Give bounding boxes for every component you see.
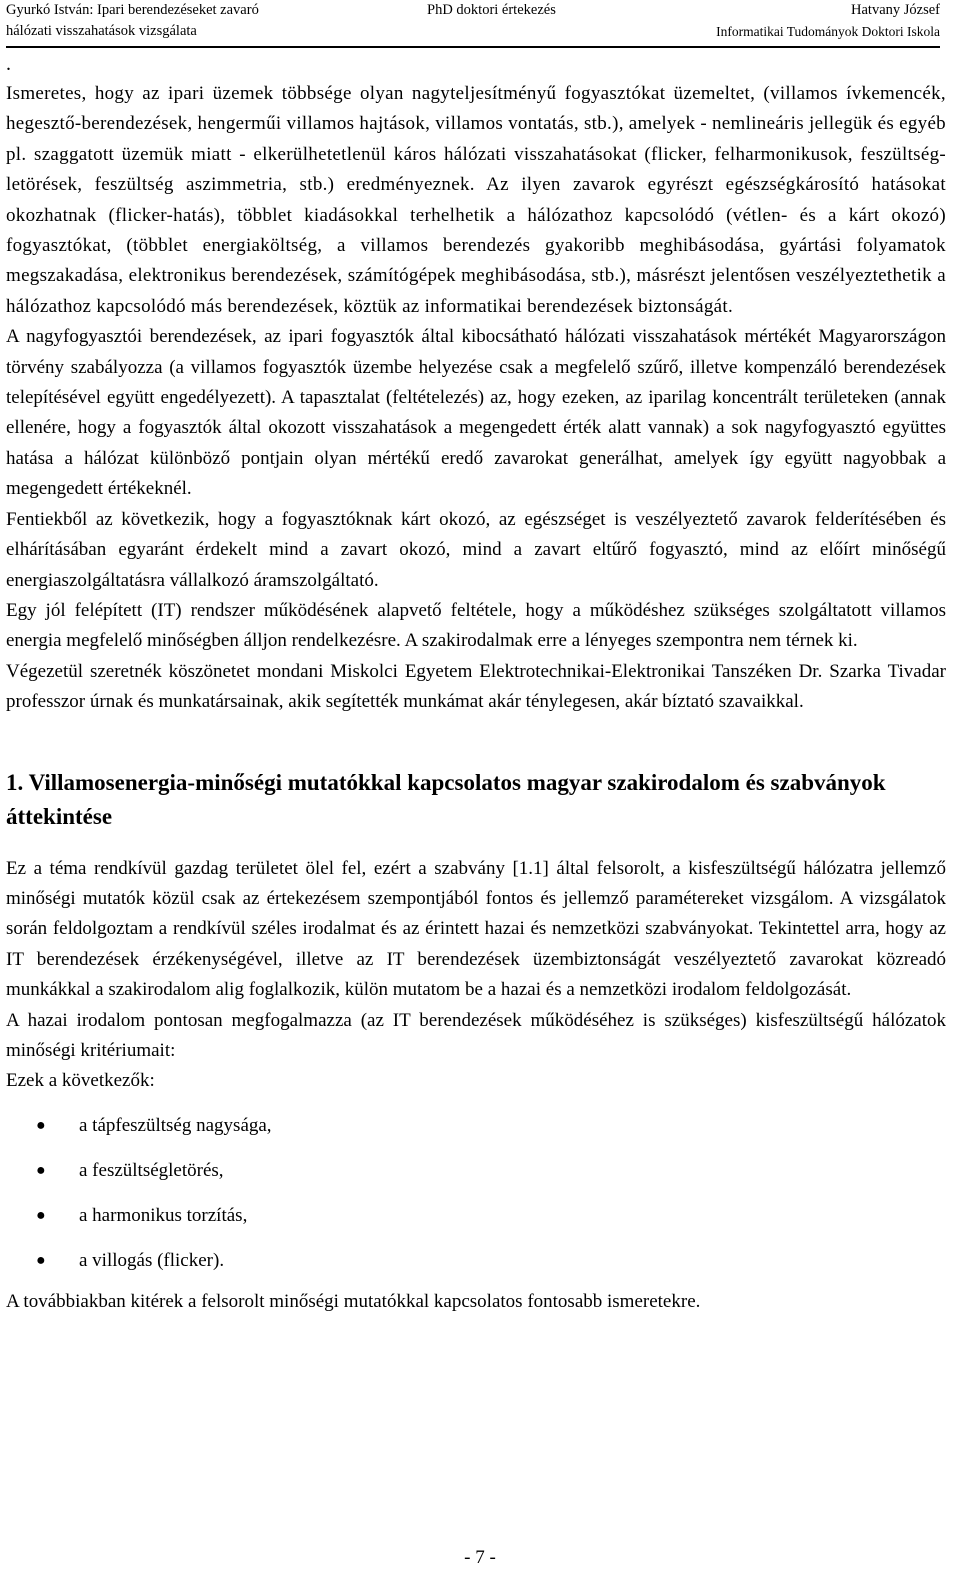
intro-paragraph-2: A nagyfogyasztói berendezések, az ipari fogyasztók által kibocsátható hálózati visszahatások mértékét Magyarországon törvény szabályozza (a villamos fogyasztók üzembe helyezése csak a megfelelő szűrő, illetve kompenzáló berendezések telepítésével együtt engedélyezett). A tapasztalat (feltételezés) az, hogy ezeken, az iparilag koncentrált területeken (annak ellenére, hogy a fogyasztók által okozott visszahatások a megengedett érték alatt vannak) a sok nagyfogyasztó együttes hatása a hálózat különböző pontjain olyan mértékű eredő zavarokat generálhat, amelyek így együtt nagyobbak a megengedett értékeknél. [6,326,946,500]
page-content [6,79,946,1317]
intro-paragraph-3: Fentiekből az következik, hogy a fogyasztóknak kárt okozó, az egészséget is veszélyeztető zavarok felderítésében és elhárításában egyaránt érdekelt mind a zavart okozó, mind a zavart eltűrő fogyasztó, mind az előírt minőségű energiaszolgáltatásra vállalkozó áramszolgáltató. [6,508,946,591]
closing-paragraph: A továbbiakban kitérek a felsorolt minőségi mutatókkal kapcsolatos fontosabb ismeretekre. [6,1290,701,1312]
list-item [6,1238,946,1283]
section-paragraph-3: Ezek a következők: [6,1070,155,1092]
criteria-list [6,1103,946,1283]
intro-paragraph-1: Ismeretes, hogy az ipari üzemek többsége olyan nagyteljesítményű fogyasztókat üzemeltet, (villamos ívkemencék, hegesztő-berendezések, hengerműi villamos hajtások, villamos vontatás, stb.), amelyek - nemlineáris jellegük és egyéb pl. szaggatott üzemük miatt - elkerülhetetlenül káros hálózati visszahatásokat (flicker, felharmonikusok, feszültség-letörések, feszültség aszimmetria, stb.) eredményeznek. Az ilyen zavarok egyrészt egészségkárosító hatásokat okozhatnak (flicker-hatás), többlet kiadásokkal terhelhetik a hálózathoz kapcsolódó (vétlen- és a kárt okozó) fogyasztókat, (többlet energiaköltség, a villamos berendezés gyakoribb meghibásodása, gyártási folyamatok megszakadása, elektronikus berendezések, számítógépek meghibásodása, stb.), másrészt jelentősen veszélyeztethetik a hálózathoz kapcsolódó más berendezések, köztük az informatikai berendezések biztonságát. [6,83,946,317]
list-item-text: a harmonikus torzítás, [79,1204,248,1226]
header-school-subtitle: Informatikai Tudományok Doktori Iskola [716,24,940,39]
page-number: - 7 - [464,1547,496,1568]
header-title-continued: hálózati visszahatások vizsgálata [6,23,197,39]
header-left [6,0,259,42]
list-item-text: a villogás (flicker). [79,1249,225,1271]
header-center [427,0,556,21]
bullet-icon: ● [36,1116,46,1134]
header-author-title: Gyurkó István: Ipari berendezéseket zavaró [6,2,259,18]
list-item-text: a feszültségletörés, [79,1159,224,1181]
bullet-icon: ● [36,1161,46,1179]
bullet-icon: ● [36,1251,46,1269]
section-paragraph-1: Ez a téma rendkívül gazdag területet ölel fel, ezért a szabvány [1.1] által felsorolt, a kisfeszültségű hálózatra jellemző minőségi mutatók közül csak az értekezésem szempontjából fontos és jellemző paramétereket vizsgálom. A vizsgálatok során feldolgoztam a rendkívül széles irodalmat és az érintett hazai és nemzetközi szabványokat. Tekintettel arra, hogy az IT berendezések érzékenységével, illetve az IT berendezések üzembiztonságát veszélyeztető zavarokat közreadó munkákkal a szakirodalom alig foglalkozik, külön mutatom be a hazai és a nemzetközi irodalom feldolgozását. [6,857,946,1001]
header-school-name: Hatvany József [851,2,940,18]
section-paragraph-2: A hazai irodalom pontosan megfogalmazza (az IT berendezések működéséhez is szükséges) kisfeszültségű hálózatok minőségi kritériumait: [6,1009,946,1061]
list-item [6,1193,946,1238]
section-heading: 1. Villamosenergia-minőségi mutatókkal kapcsolatos magyar szakirodalom és szabványok áttekintése [6,769,886,829]
bullet-icon: ● [36,1206,46,1224]
intro-paragraph-4: Egy jól felépített (IT) rendszer működésének alapvető feltétele, hogy a működéshez szükséges szolgáltatott villamos energia megfelelő minőségben álljon rendelkezésre. A szakirodalmak erre a lényeges szempontra nem térnek ki. [6,599,946,652]
intro-paragraph-5: Végezetül szeretnék köszönetet mondani Miskolci Egyetem Elektrotechnikai-Elektronikai Tanszéken Dr. Szarka Tivadar professzor úrnak és munkatársainak, akik segítették munkámat akár ténylegesen, akár bíztató szavaikkal. [6,660,946,713]
list-item [6,1103,946,1148]
stray-dot: . [6,53,11,75]
header-document-type: PhD doktori értekezés [427,2,556,18]
header-right [716,0,940,42]
list-item [6,1148,946,1193]
list-item-text: a tápfeszültség nagysága, [79,1114,272,1136]
page-header [6,0,940,48]
